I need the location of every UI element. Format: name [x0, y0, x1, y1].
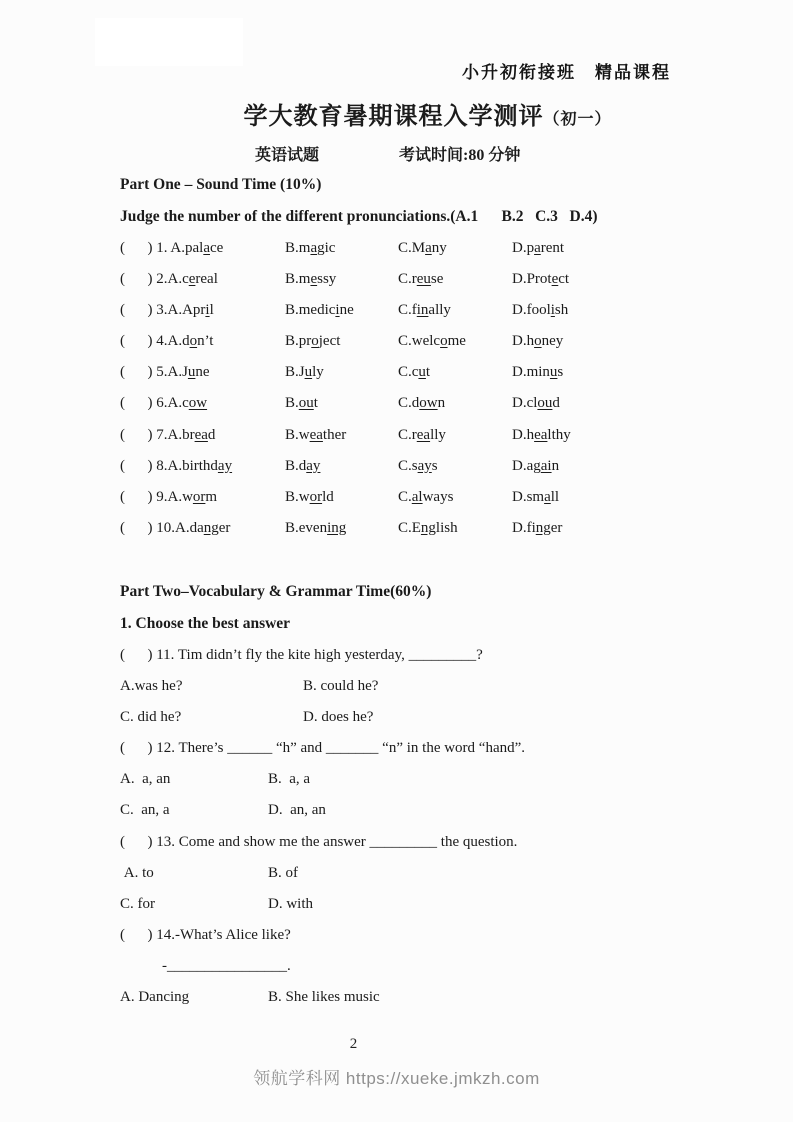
pron-cell: D.parent [512, 240, 565, 256]
pron-cell: ( ) 9.A.worm [120, 488, 218, 505]
question-stem: ( ) 13. Come and show me the answer _________ the question. [120, 833, 518, 850]
option-cell: C. did he? [120, 709, 182, 726]
pron-cell: B.medicine [285, 302, 354, 319]
pron-row [120, 489, 733, 520]
option-cell: A. a, an [120, 771, 171, 788]
pron-cell: C.always [398, 488, 454, 505]
question-item [120, 647, 733, 740]
option-cell: B. a, a [268, 771, 311, 788]
option-cell: B. She likes music [268, 989, 380, 1006]
pron-cell: C.says [398, 457, 438, 474]
option-cell: B. could he? [303, 678, 379, 695]
page-title [0, 96, 793, 131]
part-two-heading: Part Two–Vocabulary & Grammar Time(60%) [120, 583, 432, 600]
question-stem: ( ) 12. There’s ______ “h” and _______ “n” in the word “hand”. [120, 740, 526, 757]
pron-cell: ( ) 5.A.June [120, 364, 210, 381]
pron-cell: B.weather [285, 426, 347, 443]
question-stem: ( ) 14.-What’s Alice like? [120, 926, 291, 943]
page-title-main: 学大教育暑期课程入学测评 [243, 104, 544, 130]
pron-row [120, 302, 733, 333]
exam-meta-row [255, 142, 520, 165]
pron-row [120, 458, 733, 489]
pron-cell: D.again [512, 457, 560, 474]
pron-row [120, 364, 733, 395]
pron-cell: D.small [512, 488, 560, 505]
option-cell: C. for [120, 895, 155, 912]
pron-row [120, 333, 733, 364]
question-list [120, 647, 733, 1020]
pron-cell: D.minus [512, 364, 564, 381]
question-item [120, 927, 733, 1020]
part-two-subheading: 1. Choose the best answer [120, 615, 291, 632]
pron-row [120, 520, 733, 551]
exam-time-label: 考试时间:80 分钟 [399, 147, 521, 164]
option-cell: D. does he? [303, 709, 374, 726]
option-cell: D. with [268, 895, 313, 912]
option-cell: A.was he? [120, 678, 183, 695]
pron-cell: C.down [398, 395, 446, 412]
pron-cell: D.healthy [512, 426, 571, 443]
pron-cell: B.messy [285, 271, 337, 288]
pron-cell: B.magic [285, 240, 336, 256]
pron-cell: ( ) 1. A.palace [120, 240, 224, 256]
pron-cell: C.really [398, 426, 446, 443]
course-banner: 小升初衔接班 精品课程 [462, 63, 671, 82]
pron-cell: B.world [285, 488, 334, 505]
question-item [120, 834, 733, 927]
pron-row [120, 427, 733, 458]
pron-cell: D.finger [512, 519, 563, 536]
page-title-suffix: （初一） [543, 111, 612, 128]
pron-cell: ( ) 2.A.cereal [120, 271, 218, 288]
option-row [120, 865, 733, 896]
part-one-instruction: Judge the number of the different pronunciations.(A.1 B.2 C.3 D.4) [120, 208, 598, 225]
pron-cell: ( ) 7.A.bread [120, 426, 216, 443]
page-number: 2 [349, 1036, 358, 1052]
part-one-heading: Part One – Sound Time (10%) [120, 176, 322, 193]
option-row [120, 989, 733, 1020]
subject-label: 英语试题 [255, 147, 320, 164]
pron-cell: ( ) 8.A.birthday [120, 457, 233, 474]
pron-cell: B.day [285, 457, 321, 474]
pron-cell: C.finally [398, 302, 451, 319]
pron-cell: ( ) 10.A.danger [120, 519, 231, 536]
option-cell: B. of [268, 864, 298, 881]
pron-cell: C.Many [398, 240, 447, 256]
pron-cell: D.cloud [512, 395, 560, 412]
pron-cell: D.foolish [512, 302, 569, 319]
question-stem-reply: -________________. [162, 957, 291, 974]
pron-cell: B.out [285, 395, 318, 412]
option-cell: C. an, a [120, 802, 170, 819]
pron-cell: D.honey [512, 333, 564, 350]
pron-cell: ( ) 6.A.cow [120, 395, 208, 412]
option-row [120, 802, 733, 833]
pron-cell: C.English [398, 519, 458, 536]
pron-row [120, 240, 733, 271]
pron-cell: B.evening [285, 519, 347, 536]
pron-row [120, 271, 733, 302]
pronunciation-table [120, 240, 733, 551]
option-cell: D. an, an [268, 802, 326, 819]
option-cell: A. to [120, 864, 154, 881]
pron-cell: C.welcome [398, 333, 466, 350]
pron-cell: B.July [285, 364, 324, 381]
footer-watermark: 领航学科网 https://xueke.jmkzh.com [253, 1069, 540, 1088]
question-item [120, 740, 733, 833]
erased-logo-patch [95, 18, 243, 66]
pron-cell: D.Protect [512, 271, 570, 288]
option-row [120, 896, 733, 927]
pron-cell: C.reuse [398, 271, 444, 288]
pron-cell: ( ) 3.A.April [120, 302, 214, 319]
option-row [120, 678, 733, 709]
pron-row [120, 395, 733, 426]
option-cell: A. Dancing [120, 989, 190, 1006]
option-row [120, 771, 733, 802]
option-row [120, 709, 733, 740]
pron-cell: B.project [285, 333, 341, 350]
pron-cell: C.cut [398, 364, 431, 381]
pron-cell: ( ) 4.A.don’t [120, 333, 214, 350]
question-stem: ( ) 11. Tim didn’t fly the kite high yesterday, _________? [120, 647, 483, 663]
